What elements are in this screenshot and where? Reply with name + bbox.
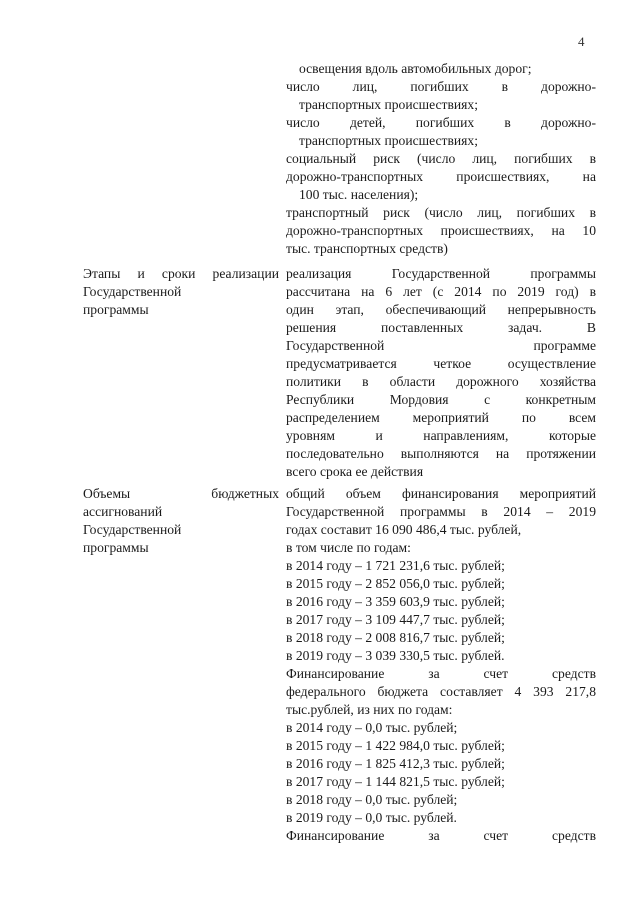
text-line: дорожно-транспортных происшествиях, на 10 — [286, 223, 596, 238]
page-number: 4 — [578, 34, 585, 49]
text-line: в 2017 году – 1 144 821,5 тыс. рублей; — [286, 774, 505, 789]
label-line: Государственной — [83, 284, 182, 299]
text-line: политики в области дорожного хозяйства — [286, 374, 596, 389]
text-line: Государственной программы в 2014 – 2019 — [286, 504, 596, 519]
text-line: число лиц, погибших в дорожно- — [286, 79, 596, 94]
text-line: предусматривается четкое осуществление — [286, 356, 596, 371]
text-line: в 2017 году – 3 109 447,7 тыс. рублей; — [286, 612, 505, 627]
text-line: в 2018 году – 2 008 816,7 тыс. рублей; — [286, 630, 505, 645]
text-line: в 2014 году – 1 721 231,6 тыс. рублей; — [286, 558, 505, 573]
text-line: в 2019 году – 0,0 тыс. рублей. — [286, 810, 457, 825]
text-line: в 2018 году – 0,0 тыс. рублей; — [286, 792, 458, 807]
stages-text — [286, 265, 596, 481]
text-line: один этап, обеспечивающий непрерывность — [286, 302, 596, 317]
text-line: распределением мероприятий по всем — [286, 410, 596, 425]
text-line: тыс.рублей, из них по годам: — [286, 702, 453, 717]
text-line: в 2016 году – 1 825 412,3 тыс. рублей; — [286, 756, 505, 771]
indicators-continuation — [286, 60, 596, 258]
text-line: общий объем финансирования мероприятий — [286, 486, 596, 501]
text-line: Финансирование за счет средств — [286, 828, 596, 843]
text-line: рассчитана на 6 лет (с 2014 по 2019 год) в — [286, 284, 596, 299]
text-line: последовательно выполняются на протяжении — [286, 446, 596, 461]
stages-label — [83, 265, 279, 319]
text-line: тыс. транспортных средств) — [286, 241, 448, 256]
text-line: Финансирование за счет средств — [286, 666, 596, 681]
text-line: федерального бюджета составляет 4 393 217,8 — [286, 684, 596, 699]
text-line: уровням и направлениям, которые — [286, 428, 596, 443]
text-line: транспортных происшествиях; — [299, 133, 478, 148]
text-line: Республики Мордовия с конкретным — [286, 392, 596, 407]
text-line: годах составит 16 090 486,4 тыс. рублей, — [286, 522, 522, 537]
text-line: всего срока ее действия — [286, 464, 424, 479]
text-line: в 2016 году – 3 359 603,9 тыс. рублей; — [286, 594, 505, 609]
label-line: Государственной — [83, 522, 182, 537]
label-line: программы — [83, 540, 149, 555]
label-line: программы — [83, 302, 149, 317]
text-line: в 2014 году – 0,0 тыс. рублей; — [286, 720, 458, 735]
text-line: в том числе по годам: — [286, 540, 411, 555]
text-line: дорожно-транспортных происшествиях, на — [286, 169, 596, 184]
text-line: социальный риск (число лиц, погибших в — [286, 151, 596, 166]
text-line: реализация Государственной программы — [286, 266, 596, 281]
text-line: число детей, погибших в дорожно- — [286, 115, 596, 130]
budget-label — [83, 485, 279, 557]
text-line: Государственной программе — [286, 338, 596, 353]
text-line: решения поставленных задач. В — [286, 320, 596, 335]
label-line: ассигнований — [83, 504, 163, 519]
text-line: в 2015 году – 2 852 056,0 тыс. рублей; — [286, 576, 505, 591]
text-line: транспортный риск (число лиц, погибших в — [286, 205, 596, 220]
text-line: в 2019 году – 3 039 330,5 тыс. рублей. — [286, 648, 505, 663]
text-line: 100 тыс. населения); — [299, 187, 419, 202]
label-line: Объемы бюджетных — [83, 486, 279, 501]
text-line: транспортных происшествиях; — [299, 97, 478, 112]
budget-text — [286, 485, 596, 845]
text-line: в 2015 году – 1 422 984,0 тыс. рублей; — [286, 738, 505, 753]
label-line: Этапы и сроки реализации — [83, 266, 279, 281]
text-line: освещения вдоль автомобильных дорог; — [299, 61, 532, 76]
